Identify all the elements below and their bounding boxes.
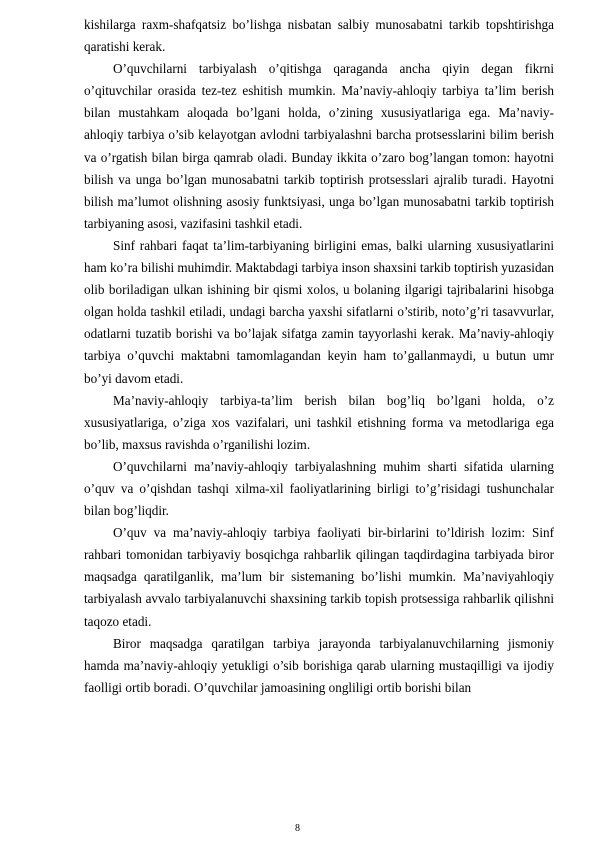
- paragraph-class-leader: Sinf rahbari faqat ta’lim-tarbiyaning birligini emas, balki ularning xususiyatlarini ham ko’ra bilishi muhimdir. Maktabdagi tarbiya inson shaxsini tarkib toptirish yuzasidan olib boriladigan ulkan ishining bir qismi xolos, u bolaning ilgarigi tajribalarini hisobga olgan holda tashkil etiladi, undagi barcha yaxshi sifatlarni o’stirib, noto’g’ri tasavvurlar, odatlarni tuzatib borishi va bo’lajak sifatga zamin tayyorlashi kerak. Ma’naviy-ahloqiy tarbiya o’quvchi maktabni tamomlagandan keyin ham to’gallanmaydi, u butun umr bo’yi davom etadi.: [84, 237, 554, 386]
- document-page: [84, 14, 554, 699]
- paragraph-continuation: kishilarga raxm-shafqatsiz bo’lishga nisbatan salbiy munosabatni tarkib topshtirishga qaratishi kerak.: [84, 17, 554, 55]
- paragraph-activity-unity: O’quvchilarni ma’naviy-ahloqiy tarbiyalashning muhim sharti sifatida ularning o’quv va o’qishdan tashqi xilma-xil faoliyatlarining birligi to’g’risidagi tushunchalar bilan bog’liqdir.: [84, 458, 554, 519]
- paragraph-goal-oriented: Biror maqsadga qaratilgan tarbiya jarayonda tarbiyalanuvchilarning jismoniy hamda ma’naviy-ahloqiy yetukligi o’sib borishiga qarab ularning mustaqilligi va ijodiy faolligi ortib boradi. O’quvchilar jamoasining ongliligi ortib borishi bilan: [84, 635, 554, 695]
- paragraph-upbringing-difficulty: O’quvchilarni tarbiyalash o’qitishga qaraganda ancha qiyin degan fikrni o’qituvchilar orasida tez-tez eshitish mumkin. Ma’naviy-ahloqiy tarbiya ta’lim berish bilan mustahkam aloqada bo’lgani holda, o’zining xususiyatlariga ega. Ma’naviy-ahloqiy tarbiya o’sib kelayotgan avlodni tarbiyalashni barcha protsesslarini bilim berish va o’rgatish bilan birga qamrab oladi. Bunday ikkita o’zaro bog’langan tomon: hayotni bilish va unga bo’lgan munosabatni tarkib toptirish protsesslari ajralib turadi. Hayotni bilish ma’lumot olishning asosiy funktsiyasi, unga bo’lgan munosabatni tarkib toptirish tarbiyaning asosi, vazifasini tashkil etadi.: [84, 61, 554, 231]
- page-number: 8: [295, 823, 300, 834]
- paragraph-moral-education: Ma’naviy-ahloqiy tarbiya-ta’lim berish bilan bog’liq bo’lgani holda, o’z xususiyatlariga, o’ziga xos vazifalari, uni tashkil etishning forma va metodlariga ega bo’lib, maxsus ravishda o’rganilishi lozim.: [84, 392, 554, 452]
- paragraph-complementary-activity: O’quv va ma’naviy-ahloqiy tarbiya faoliyati bir-birlarini to’ldirish lozim: Sinf rahbari tomonidan tarbiyaviy bosqichga rahbarlik qilingan taqdirdagina tarbiyada biror maqsadga qaratilganlik, ma’lum bir sistemaning bo’lishi mumkin. Ma’naviyahloqiy tarbiyalash avvalo tarbiyalanuvchi shaxsining tarkib topish protsessiga rahbarlik qilishni taqozo etadi.: [84, 525, 554, 629]
